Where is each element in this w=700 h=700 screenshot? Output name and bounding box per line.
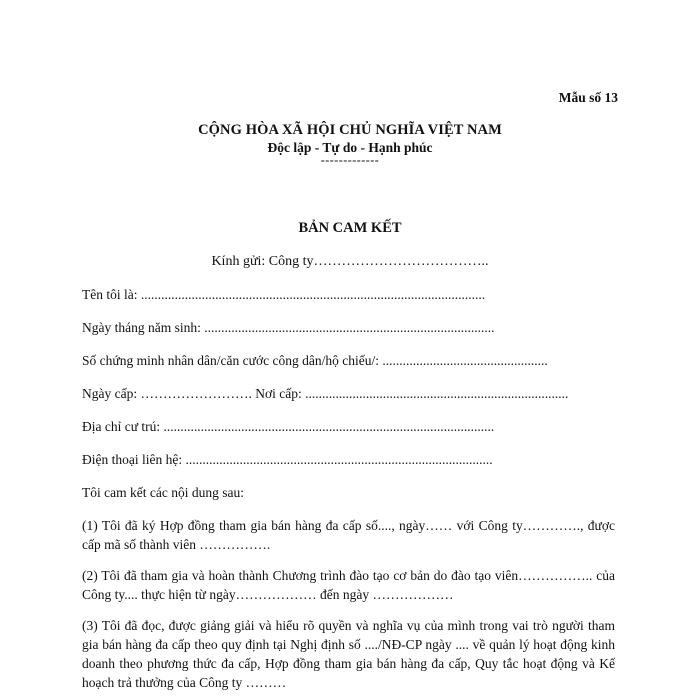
field-address: Địa chỉ cư trú: .................................................................................................. <box>82 419 495 434</box>
field-issue-date-place: Ngày cấp: ……………………. Nơi cấp: .............................................................................. <box>82 386 569 401</box>
field-phone: Điện thoại liên hệ: ........................................................................................... <box>82 452 493 467</box>
field-date-of-birth: Ngày tháng năm sinh: ...................................................................................... <box>82 320 495 335</box>
national-motto: Độc lập - Tự do - Hạnh phúc <box>267 140 433 155</box>
form-number: Mẫu số 13 <box>558 90 618 105</box>
commitment-item-3: (3) Tôi đã đọc, được giảng giải và hiểu rõ quyền và nghĩa vụ của mình trong vai trò người tham gia bán hàng đa cấp theo quy định tại Nghị định số ..../NĐ-CP ngày .... về quản lý hoạt động kinh doanh theo phương thức đa cấp, Hợp đồng tham gia bán hàng đa cấp, Quy tắc hoạt động và Kế hoạch trả thưởng của Công ty ……… <box>82 618 615 690</box>
field-name: Tên tôi là: ...................................................................................................... <box>82 287 486 302</box>
national-title: CỘNG HÒA XÃ HỘI CHỦ NGHĨA VIỆT NAM <box>198 122 502 138</box>
header-rule: ------------- <box>320 153 380 167</box>
field-id-number: Số chứng minh nhân dân/căn cước công dân/hộ chiếu/: ................................................. <box>82 353 548 368</box>
commitment-item-2: (2) Tôi đã tham gia và hoàn thành Chương trình đào tạo cơ bản do đào tạo viên…………….. của Công ty.... thực hiện từ ngày……………… đến ngày ……………… <box>82 568 615 602</box>
recipient-line: Kính gửi: Công ty……………………………….. <box>211 254 489 269</box>
commitment-intro: Tôi cam kết các nội dung sau: <box>82 485 244 500</box>
document-title: BẢN CAM KẾT <box>298 220 402 236</box>
commitment-item-1: (1) Tôi đã ký Hợp đồng tham gia bán hàng đa cấp số...., ngày…… với Công ty…………., được cấp mã số thành viên ……………. <box>82 518 615 552</box>
